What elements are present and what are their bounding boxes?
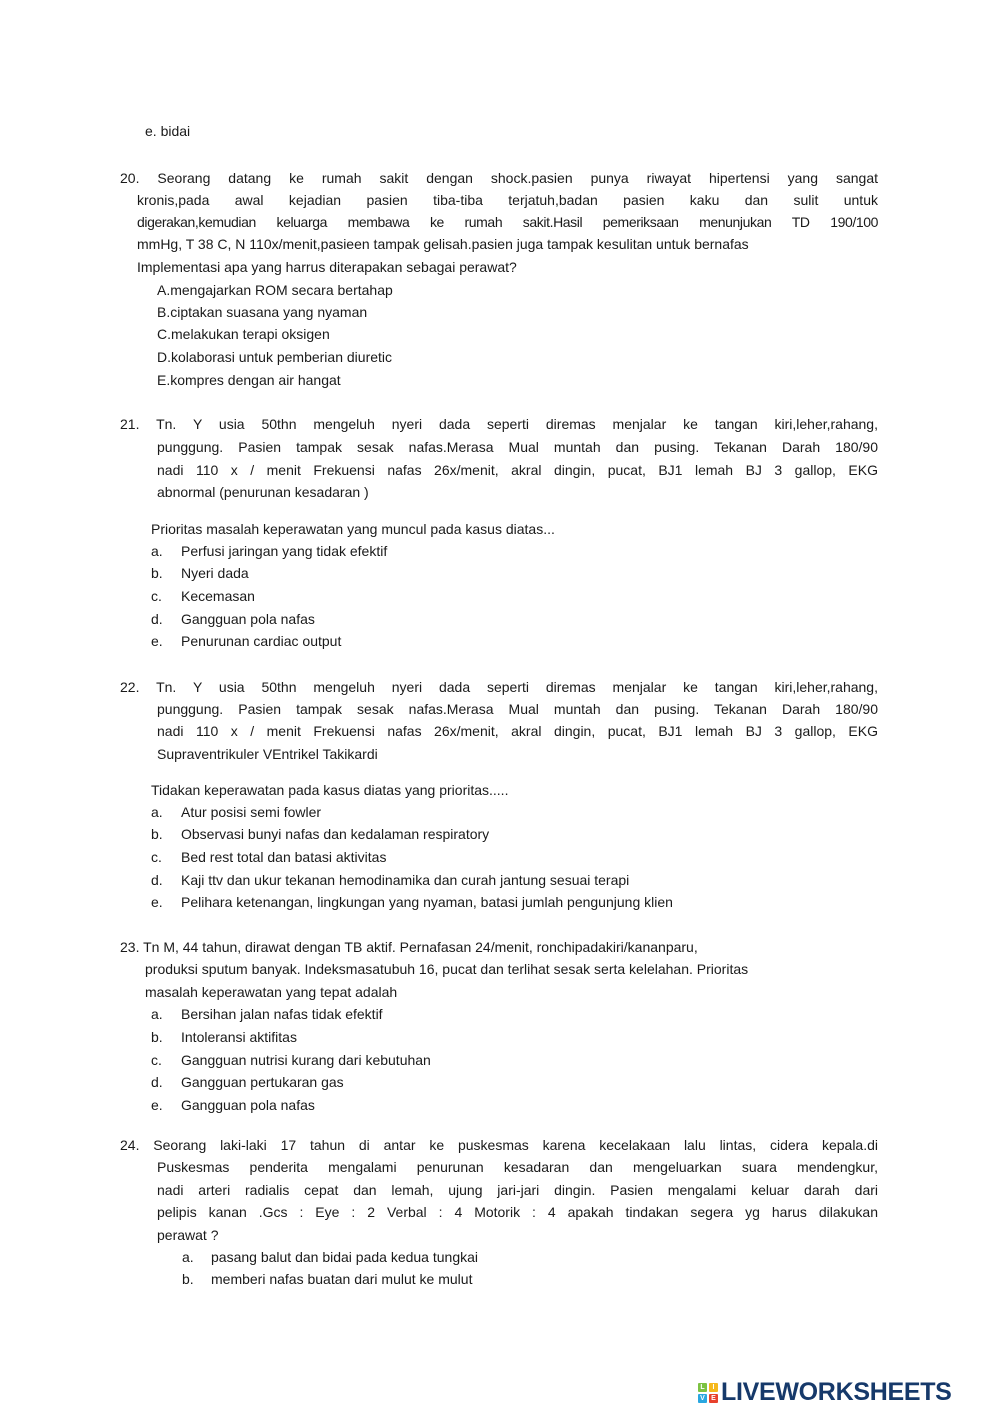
answer-option-d[interactable]: D.kolaborasi untuk pemberian diuretic	[157, 349, 393, 365]
option-text: e. bidai	[145, 123, 191, 139]
option-letter: a.	[151, 804, 163, 820]
option-text: memberi nafas buatan dari mulut ke mulut	[211, 1271, 473, 1287]
option-text: Gangguan pola nafas	[181, 1097, 315, 1113]
question-line: 24. Seorang laki-laki 17 tahun di antar ke puskesmas karena kecelakaan lalu lintas, cidera kepala.di	[120, 1137, 878, 1153]
logo-letter: V	[698, 1394, 707, 1403]
answer-option-e[interactable]: E.kompres dengan air hangat	[157, 372, 341, 388]
question-line: Puskesmas penderita mengalami penurunan kesadaran dan mengeluarkan suara mendengkur,	[157, 1159, 878, 1175]
question-line: nadi 110 x / menit Frekuensi nafas 26x/menit, akral dingin, pucat, BJ1 lemah BJ 3 gallop, EKG	[157, 723, 878, 739]
option-text: Bed rest total dan batasi aktivitas	[181, 849, 387, 865]
option-text: Kaji ttv dan ukur tekanan hemodinamika dan curah jantung sesuai terapi	[181, 872, 630, 888]
liveworksheets-logo	[697, 1378, 952, 1407]
option-letter: c.	[151, 849, 162, 865]
question-line: 22. Tn. Y usia 50thn mengeluh nyeri dada seperti diremas menjalar ke tangan kiri,leher,rahang,	[120, 679, 878, 695]
option-letter: a.	[151, 1006, 163, 1022]
option-letter: a.	[182, 1249, 194, 1265]
option-letter: b.	[151, 1029, 163, 1045]
option-text: pasang balut dan bidai pada kedua tungkai	[211, 1249, 478, 1265]
logo-icon	[697, 1382, 719, 1404]
question-line: perawat ?	[157, 1227, 219, 1243]
option-text: Observasi bunyi nafas dan kedalaman respiratory	[181, 826, 490, 842]
logo-letter: E	[709, 1394, 718, 1403]
option-text: Penurunan cardiac output	[181, 633, 342, 649]
option-letter: c.	[151, 588, 162, 604]
question-line: Implementasi apa yang harrus diterapakan sebagai perawat?	[137, 259, 517, 275]
logo-text: LIVEWORKSHEETS	[721, 1378, 952, 1406]
answer-option-b[interactable]: B.ciptakan suasana yang nyaman	[157, 304, 368, 320]
question-line: pelipis kanan .Gcs : Eye : 2 Verbal : 4 Motorik : 4 apakah tindakan segera yg harus dilakukan	[157, 1204, 878, 1220]
answer-option-c[interactable]: C.melakukan terapi oksigen	[157, 326, 330, 342]
question-line: Supraventrikuler VEntrikel Takikardi	[157, 746, 378, 762]
question-line: punggung. Pasien tampak sesak nafas.Merasa Mual muntah dan pusing. Tekanan Darah 180/90	[157, 701, 878, 717]
option-text: Perfusi jaringan yang tidak efektif	[181, 543, 388, 559]
option-letter: b.	[182, 1271, 194, 1287]
question-line: masalah keperawatan yang tepat adalah	[145, 984, 398, 1000]
question-line: produksi sputum banyak. Indeksmasatubuh 16, pucat dan terlihat sesak serta kelelahan. Prioritas	[145, 961, 749, 977]
option-letter: e.	[151, 894, 163, 910]
option-letter: a.	[151, 543, 163, 559]
option-text: Intoleransi aktifitas	[181, 1029, 297, 1045]
question-line: 23. Tn M, 44 tahun, dirawat dengan TB aktif. Pernafasan 24/menit, ronchipadakiri/kananparu,	[120, 939, 698, 955]
question-line: nadi 110 x / menit Frekuensi nafas 26x/menit, akral dingin, pucat, BJ1 lemah BJ 3 gallop, EKG	[157, 462, 878, 478]
question-line: nadi arteri radialis cepat dan lemah, ujung jari-jari dingin. Pasien mengalami keluar darah dari	[157, 1182, 878, 1198]
question-line: punggung. Pasien tampak sesak nafas.Merasa Mual muntah dan pusing. Tekanan Darah 180/90	[157, 439, 878, 455]
option-letter: d.	[151, 611, 163, 627]
question-prompt: Tidakan keperawatan pada kasus diatas yang prioritas.....	[151, 782, 509, 798]
option-letter: d.	[151, 1074, 163, 1090]
option-text: Kecemasan	[181, 588, 255, 604]
option-text: Atur posisi semi fowler	[181, 804, 322, 820]
option-letter: e.	[151, 633, 163, 649]
question-line: digerakan,kemudian keluarga membawa ke rumah sakit.Hasil pemeriksaan menunjukan TD 190/100	[137, 214, 878, 230]
logo-letter: L	[698, 1383, 707, 1392]
option-text: Nyeri dada	[181, 565, 249, 581]
option-text: Gangguan pola nafas	[181, 611, 315, 627]
answer-option-a[interactable]: A.mengajarkan ROM secara bertahap	[157, 282, 393, 298]
option-letter: b.	[151, 565, 163, 581]
question-prompt: Prioritas masalah keperawatan yang muncul pada kasus diatas...	[151, 521, 555, 537]
option-text: Gangguan nutrisi kurang dari kebutuhan	[181, 1052, 431, 1068]
option-letter: e.	[151, 1097, 163, 1113]
question-line: 20. Seorang datang ke rumah sakit dengan shock.pasien punya riwayat hipertensi yang sangat	[120, 170, 878, 186]
option-text: Bersihan jalan nafas tidak efektif	[181, 1006, 383, 1022]
option-text: Gangguan pertukaran gas	[181, 1074, 344, 1090]
question-line: kronis,pada awal kejadian pasien tiba-tiba terjatuh,badan pasien kaku dan sulit untuk	[137, 192, 878, 208]
option-text: Pelihara ketenangan, lingkungan yang nyaman, batasi jumlah pengunjung klien	[181, 894, 673, 910]
option-letter: c.	[151, 1052, 162, 1068]
question-line: 21. Tn. Y usia 50thn mengeluh nyeri dada seperti diremas menjalar ke tangan kiri,leher,rahang,	[120, 416, 878, 432]
question-line: abnormal (penurunan kesadaran )	[157, 484, 369, 500]
option-letter: b.	[151, 826, 163, 842]
logo-letter: I	[709, 1383, 718, 1392]
option-letter: d.	[151, 872, 163, 888]
question-line: mmHg, T 38 C, N 110x/menit,pasieen tampak gelisah.pasien juga tampak kesulitan untuk bernafas	[137, 236, 749, 252]
